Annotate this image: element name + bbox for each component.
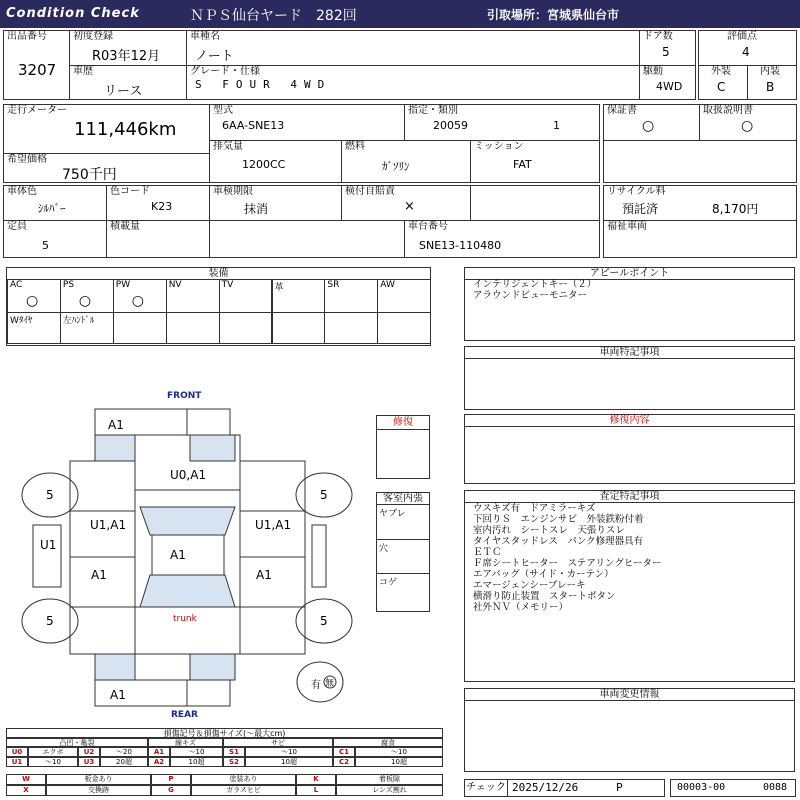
appeal-line: アラウンドビューモニター: [473, 290, 588, 301]
equipment-cell: [324, 312, 378, 344]
legend-desc: エクボ: [28, 747, 78, 757]
left-fender-shape: [70, 461, 135, 511]
equipment-cell: [7, 279, 61, 313]
equipment-title: 装備: [7, 268, 430, 280]
inspection-note-line: エマージェンシーブレーキ: [473, 580, 586, 591]
legend-desc: 10超: [245, 757, 333, 767]
type-cell: 指定・類別 20059 1: [404, 104, 600, 141]
equipment-label: 左ﾊﾝﾄﾞﾙ: [62, 316, 95, 326]
appeal-panel: [464, 267, 795, 341]
cabin-title: 客室内張: [377, 493, 429, 505]
inspection-note-line: 室内汚れ シートスレ 天張りスレ: [473, 525, 625, 536]
legend-code: U1: [6, 757, 28, 767]
right-quarter-shape: [240, 607, 305, 654]
legend-code: G: [151, 785, 191, 796]
equipment-cell: [60, 279, 114, 313]
equipment-label: Wﾀｲﾔ: [10, 316, 33, 326]
legend-desc: 20超: [100, 757, 148, 767]
rear-glass-shape: [140, 575, 235, 607]
front-bumper-mark: A1: [108, 418, 124, 432]
equipment-value: ○: [78, 293, 92, 309]
right-rear-mark: A1: [256, 568, 272, 582]
legend-desc: 10超: [355, 757, 443, 767]
left-side-mark: U1: [40, 538, 57, 552]
first-reg-value: R03年12月: [92, 49, 161, 64]
spare-mark: 無: [325, 679, 335, 689]
repair-box: [376, 415, 430, 479]
inspection-note-line: ＥＴＣ: [473, 547, 502, 558]
footer-check: チェック: [464, 779, 508, 797]
equipment-cell: [7, 312, 61, 344]
rear-label: REAR: [171, 710, 198, 720]
lot-number: 3207: [18, 61, 57, 79]
change-info-panel: [464, 688, 795, 772]
inspection-note-line: ウスキズ有 ドアミラーキズ: [473, 503, 596, 514]
first-reg-cell: 初度登録 R03年12月: [69, 30, 187, 66]
equipment-cell: [377, 312, 431, 344]
cabin-box: [376, 492, 430, 612]
legend-code: A2: [148, 757, 170, 767]
legend-code: U3: [78, 757, 100, 767]
equipment-label: TV: [221, 280, 234, 290]
equipment-cell: [166, 279, 220, 313]
score-value: 4: [742, 45, 750, 59]
legend-code: C2: [333, 757, 355, 767]
equipment-label: AW: [380, 280, 395, 290]
legend-desc: 〜10: [28, 757, 78, 767]
legend-desc: 交換跡: [46, 785, 151, 796]
trunk-label: trunk: [173, 614, 197, 624]
legend-desc: 〜10: [245, 747, 333, 757]
legend-desc: 板金あり: [46, 774, 151, 785]
left-door-mark: U1,A1: [90, 518, 127, 532]
doors-cell: ドア数 5: [639, 30, 696, 66]
right-door-mark: U1,A1: [255, 518, 292, 532]
equipment-table: [6, 267, 431, 346]
insurance-blank-cell: [470, 185, 600, 221]
equipment-cell: [113, 312, 167, 344]
inspection-cell: 車検期限 抹消: [209, 185, 342, 221]
footer-code: 00003-00 0088: [670, 779, 796, 797]
equipment-cell: [272, 279, 326, 313]
color-code-cell: 色コード K23: [106, 185, 210, 221]
equipment-cell: [166, 312, 220, 344]
footer-date: 2025/12/26 P: [507, 779, 665, 797]
tire-fl-value: 5: [46, 488, 54, 502]
legend-code: U2: [78, 747, 100, 757]
blank-right-cell: [603, 140, 797, 183]
car-name: ノート: [195, 49, 234, 64]
legend-group-header: サビ: [223, 738, 333, 747]
tire-rl-value: 5: [46, 614, 54, 628]
special-notes-title: 車両特記事項: [465, 347, 794, 359]
tire-fr-value: 5: [320, 488, 328, 502]
price-cell: 希望価格 750千円: [3, 153, 210, 183]
equipment-cell: [324, 279, 378, 313]
appeal-line: インテリジェントキー（２）: [473, 279, 597, 290]
odometer-value: 111,446km: [74, 119, 177, 140]
inspection-note-line: 社外ＮＶ（メモリー）: [473, 602, 569, 613]
cabin-row: ヤブレ: [379, 509, 406, 519]
repair-content-panel: [464, 414, 795, 484]
legend-code: C1: [333, 747, 355, 757]
cabin-row: コゲ: [379, 578, 398, 588]
equipment-label: PW: [115, 280, 131, 290]
welfare-cell: 福祉車両: [603, 220, 797, 258]
inspection-note-line: Ｆ席シートヒーター ステアリングヒーター: [473, 558, 662, 569]
inspection-note-line: エアバッグ（サイド・カーテン）: [473, 569, 614, 580]
drive-cell: 駆動 4WD: [639, 65, 696, 100]
special-notes-panel: [464, 346, 795, 410]
equipment-label: PS: [62, 280, 75, 290]
insurance-cell: 検付自賠責 ×: [341, 185, 471, 221]
disp-cell: 排気量 1200CC: [209, 140, 342, 183]
legend-desc: ガラスヒビ: [191, 785, 296, 796]
model-cell: 型式 6AA-SNE13: [209, 104, 405, 141]
legend-code: U0: [6, 747, 28, 757]
legend-desc: 〜10: [170, 747, 223, 757]
left-side-strip: [33, 525, 61, 587]
manual-cell: 取扱説明書 ○: [699, 104, 797, 141]
inspection-note-line: タイヤスタッドレス パンク修理器具有: [473, 536, 644, 547]
equipment-label: NV: [168, 280, 182, 290]
left-quarter-shape: [70, 607, 135, 654]
equipment-value: ○: [131, 293, 145, 309]
legend-desc: レンズ割れ: [336, 785, 443, 796]
spare-prefix: 有: [311, 680, 321, 691]
int-cell: 内装 B: [747, 65, 797, 100]
left-rear-mark: A1: [91, 568, 107, 582]
equipment-cell: [272, 312, 326, 344]
history-cell: 車歴 リース: [69, 65, 187, 100]
legend-code: P: [151, 774, 191, 785]
legend-code: W: [6, 774, 46, 785]
legend-table: [6, 728, 443, 798]
ext-cell: 外装 C: [698, 65, 748, 100]
load-blank-cell: [209, 220, 405, 258]
windshield-shape: [140, 507, 235, 535]
trans-cell: ミッション FAT: [470, 140, 600, 183]
right-side-strip: [312, 525, 326, 587]
legend-code: S2: [223, 757, 245, 767]
fuel-cell: 燃料 ｶﾞｿﾘﾝ: [341, 140, 471, 183]
recycle-cell: リサイクル料 預託済 8,170円: [603, 185, 797, 221]
legend-desc: 10超: [170, 757, 223, 767]
grade-cell: グレード・仕様 S FOUR 4WD: [186, 65, 640, 100]
score-cell: 評価点 4: [698, 30, 797, 66]
header-title: Condition Check: [6, 6, 140, 21]
name-cell: 車種名 ノート: [186, 30, 640, 66]
equipment-cell: [219, 279, 273, 313]
legend-title: 損傷記号＆損傷サイズ(〜最大cm): [6, 728, 443, 738]
rear-bumper-mark: A1: [110, 688, 126, 702]
equipment-cell: [113, 279, 167, 313]
repair-content-title: 修復内容: [465, 415, 794, 427]
inspection-notes-panel: [464, 490, 795, 682]
inspection-note-line: 下回りＳ エンジンサビ 外装鉄粉付着: [473, 514, 644, 525]
legend-code: A1: [148, 747, 170, 757]
odometer-cell: 走行メーター 111,446km: [3, 104, 210, 154]
appeal-title: アピールポイント: [465, 268, 794, 280]
equipment-label: AC: [10, 280, 23, 290]
legend-group-header: 腐食: [333, 738, 443, 747]
legend-group-header: 凸凹・亀裂: [6, 738, 148, 747]
lot-cell: 出品番号 3207: [3, 30, 70, 100]
equipment-label: 革: [274, 283, 284, 293]
legend-desc: 着板隙: [336, 774, 443, 785]
header-bar: [0, 0, 800, 28]
legend-code: S1: [223, 747, 245, 757]
roof-mark: A1: [170, 548, 186, 562]
right-fender-shape: [240, 461, 305, 511]
equipment-value: ○: [26, 293, 39, 309]
equipment-cell: [219, 312, 273, 344]
capacity-cell: 定員 5: [3, 220, 107, 258]
tire-rr-value: 5: [320, 614, 328, 628]
equipment-cell: [377, 279, 431, 313]
cabin-row: 穴: [379, 544, 389, 554]
chassis-cell: 車台番号 SNE13-110480: [404, 220, 600, 258]
load-cell: 積載量: [106, 220, 210, 258]
change-info-title: 車両変更情報: [465, 689, 794, 701]
legend-desc: 塗装あり: [191, 774, 296, 785]
repair-box-title: 修復: [377, 416, 429, 430]
hood-mark: U0,A1: [170, 468, 207, 482]
roof-shape: [152, 535, 224, 575]
equipment-label: SR: [327, 280, 340, 290]
legend-desc: 〜10: [355, 747, 443, 757]
legend-code: X: [6, 785, 46, 796]
inspection-notes-title: 査定特記事項: [465, 491, 794, 503]
legend-code: L: [296, 785, 336, 796]
legend-group-header: 線キズ: [148, 738, 223, 747]
legend-desc: 〜20: [100, 747, 148, 757]
color-cell: 車体色 ｼﾙﾊﾞｰ: [3, 185, 107, 221]
car-diagram: [0, 385, 460, 725]
warranty-cell: 保証書 ○: [603, 104, 700, 141]
header-pickup: 引取場所：宮城県仙台市: [487, 8, 620, 22]
legend-code: K: [296, 774, 336, 785]
equipment-cell: [60, 312, 114, 344]
inspection-note-line: 横滑り防止装置 スタートボタン: [473, 591, 616, 602]
header-venue: ＮＰＳ仙台ヤード 282回: [190, 8, 357, 24]
front-label: FRONT: [167, 391, 202, 401]
